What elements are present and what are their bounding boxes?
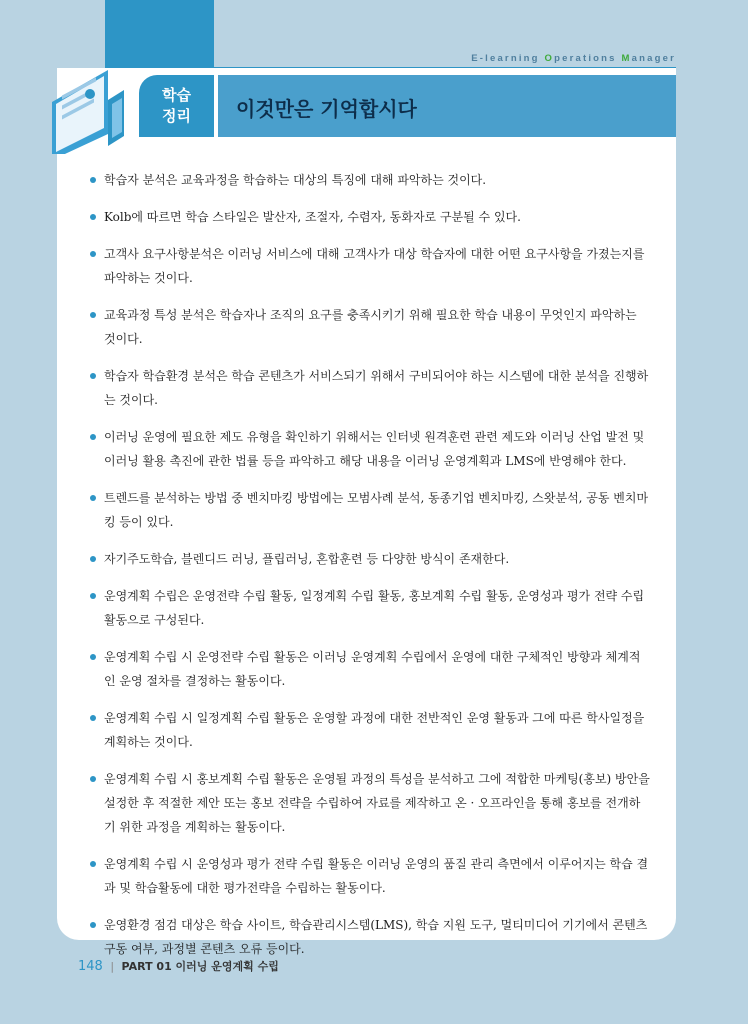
summary-item: 운영계획 수립은 운영전략 수립 활동, 일정계획 수립 활동, 홍보계획 수립 활동, 운영성과 평가 전략 수립 활동으로 구성된다. [90,584,650,632]
summary-list [90,168,650,974]
badge-line-2: 정리 [162,107,191,125]
summary-item: 운영계획 수립 시 홍보계획 수립 활동은 운영될 과정의 특성을 분석하고 그에 적합한 마케팅(홍보) 방안을 설정한 후 적절한 제안 또는 홍보 전략을 수립하여 자료를 제작하고 온 · 오프라인을 통해 홍보를 전개하기 위한 과정을 계획하는 활동이다. [90,767,650,839]
page-footer [78,958,279,974]
part-title: PART 01 이러닝 운영계획 수립 [121,960,279,973]
computer-monitor-icon [46,64,142,154]
header-tab-strip [105,0,214,70]
footer-separator: | [110,960,115,973]
page-number: 148 [78,959,103,974]
summary-item: 고객사 요구사항분석은 이러닝 서비스에 대해 고객사가 대상 학습자에 대한 어떤 요구사항을 가졌는지를 파악하는 것이다. [90,242,650,290]
series-subtitle: E-learning Operations Manager [471,53,676,64]
summary-item: Kolb에 따르면 학습 스타일은 발산자, 조절자, 수렴자, 동화자로 구분될 수 있다. [90,205,650,229]
summary-item: 운영계획 수립 시 일정계획 수립 활동은 운영할 과정에 대한 전반적인 운영 활동과 그에 따른 학사일정을 계획하는 것이다. [90,706,650,754]
summary-item: 운영계획 수립 시 운영전략 수립 활동은 이러닝 운영계획 수립에서 운영에 대한 구체적인 방향과 체계적인 운영 절차를 결정하는 활동이다. [90,645,650,693]
summary-item: 운영환경 점검 대상은 학습 사이트, 학습관리시스템(LMS), 학습 지원 도구, 멀티미디어 기기에서 콘텐츠 구동 여부, 과정별 콘텐츠 오류 등이다. [90,913,650,961]
summary-item: 자기주도학습, 블렌디드 러닝, 플립러닝, 혼합훈련 등 다양한 방식이 존재한다. [90,547,650,571]
summary-item: 학습자 학습환경 분석은 학습 콘텐츠가 서비스되기 위해서 구비되어야 하는 시스템에 대한 분석을 진행하는 것이다. [90,364,650,412]
summary-item: 이러닝 운영에 필요한 제도 유형을 확인하기 위해서는 인터넷 원격훈련 관련 제도와 이러닝 산업 발전 및 이러닝 활용 촉진에 관한 법률 등을 파악하고 해당 내용을 이러닝 운영계획과 LMS에 반영해야 한다. [90,425,650,473]
badge-line-1: 학습 [162,86,191,104]
summary-item: 트렌드를 분석하는 방법 중 벤치마킹 방법에는 모범사례 분석, 동종기업 벤치마킹, 스왓분석, 공동 벤치마킹 등이 있다. [90,486,650,534]
page-title: 이것만은 기억합시다 [236,97,417,121]
section-badge [139,75,214,137]
summary-item: 운영계획 수립 시 운영성과 평가 전략 수립 활동은 이러닝 운영의 품질 관리 측면에서 이루어지는 학습 결과 및 학습활동에 대한 평가전략을 수립하는 활동이다. [90,852,650,900]
summary-item: 학습자 분석은 교육과정을 학습하는 대상의 특징에 대해 파악하는 것이다. [90,168,650,192]
summary-item: 교육과정 특성 분석은 학습자나 조직의 요구를 충족시키기 위해 필요한 학습 내용이 무엇인지 파악하는 것이다. [90,303,650,351]
title-band [218,75,676,137]
